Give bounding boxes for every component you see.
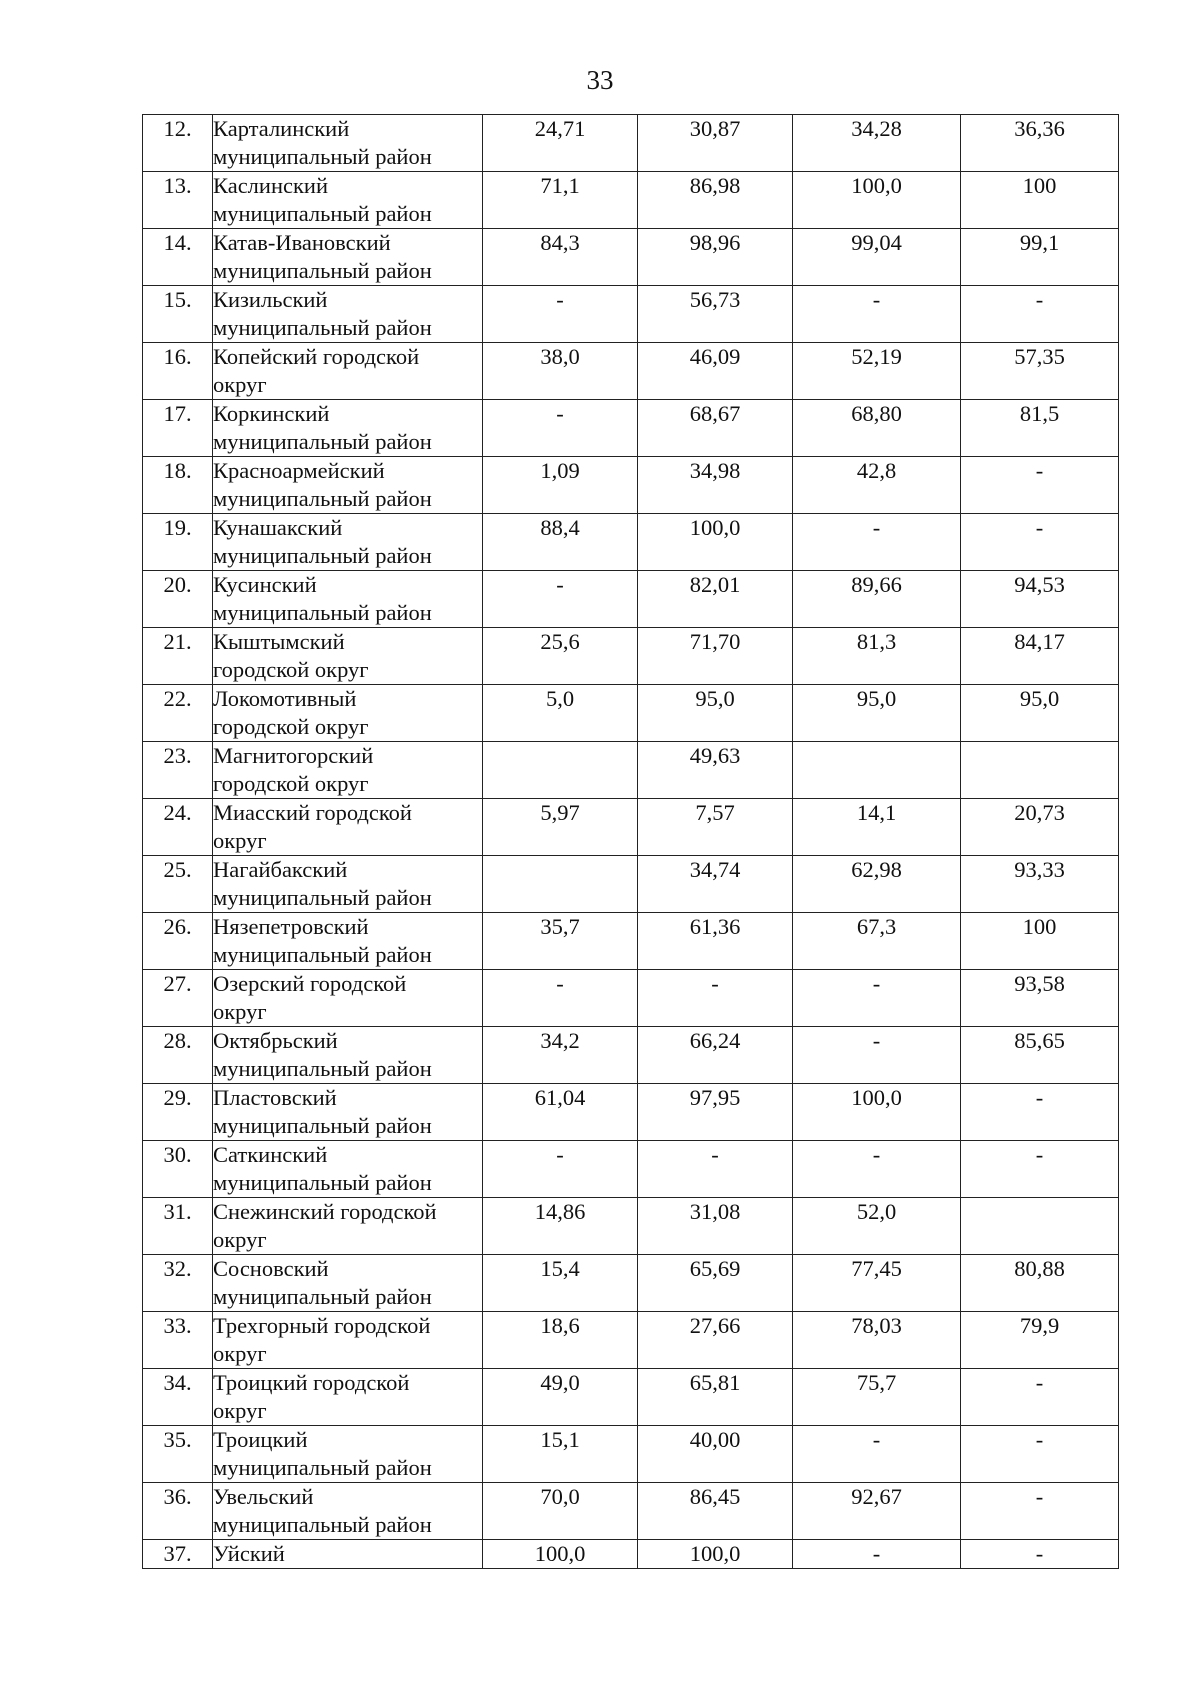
value-cell-col1: 18,6 <box>483 1312 638 1369</box>
table-row <box>143 1312 1119 1369</box>
municipality-name-cell <box>213 1084 483 1141</box>
table-row <box>143 1084 1119 1141</box>
value-cell-col1: 5,0 <box>483 685 638 742</box>
row-number-cell: 26. <box>143 913 213 970</box>
value-cell-col1: - <box>483 571 638 628</box>
municipality-name-line: муниципальный район <box>213 1170 432 1195</box>
value-cell-col4: - <box>961 1369 1119 1426</box>
value-cell-col3: - <box>793 514 961 571</box>
value-cell-col3: 14,1 <box>793 799 961 856</box>
value-cell-col4: 85,65 <box>961 1027 1119 1084</box>
table-row <box>143 799 1119 856</box>
value-cell-col3: 68,80 <box>793 400 961 457</box>
municipality-name-line: Копейский городской <box>213 344 420 369</box>
row-number-cell: 37. <box>143 1540 213 1569</box>
municipality-name-line: муниципальный район <box>213 942 432 967</box>
value-cell-col4: 99,1 <box>961 229 1119 286</box>
value-cell-col2: 86,98 <box>638 172 793 229</box>
table-row <box>143 1141 1119 1198</box>
value-cell-col1: - <box>483 286 638 343</box>
value-cell-col1: - <box>483 1141 638 1198</box>
row-number-cell: 15. <box>143 286 213 343</box>
value-cell-col3: 52,19 <box>793 343 961 400</box>
value-cell-col2: 68,67 <box>638 400 793 457</box>
municipality-name-line: Кусинский <box>213 572 317 597</box>
municipality-name-line: Кыштымский <box>213 629 345 654</box>
data-table <box>142 114 1119 1569</box>
row-number-cell: 30. <box>143 1141 213 1198</box>
value-cell-col2: 98,96 <box>638 229 793 286</box>
value-cell-col1: - <box>483 400 638 457</box>
value-cell-col2: 30,87 <box>638 115 793 172</box>
value-cell-col3: - <box>793 1540 961 1569</box>
value-cell-col4: 57,35 <box>961 343 1119 400</box>
value-cell-col3: 42,8 <box>793 457 961 514</box>
municipality-name-line: Миасский городской <box>213 800 412 825</box>
municipality-name-line: муниципальный район <box>213 1113 432 1138</box>
table-row <box>143 685 1119 742</box>
table-row <box>143 1027 1119 1084</box>
value-cell-col1: 24,71 <box>483 115 638 172</box>
value-cell-col2: 49,63 <box>638 742 793 799</box>
municipality-name-cell <box>213 685 483 742</box>
value-cell-col1: 15,4 <box>483 1255 638 1312</box>
value-cell-col1: 35,7 <box>483 913 638 970</box>
municipality-name-line: Каслинский <box>213 173 328 198</box>
municipality-name-cell <box>213 1483 483 1540</box>
value-cell-col2: 97,95 <box>638 1084 793 1141</box>
value-cell-col1: 71,1 <box>483 172 638 229</box>
municipality-name-line: Саткинский <box>213 1142 328 1167</box>
municipality-name-cell <box>213 913 483 970</box>
row-number-cell: 16. <box>143 343 213 400</box>
value-cell-col2: 40,00 <box>638 1426 793 1483</box>
value-cell-col1: 25,6 <box>483 628 638 685</box>
row-number-cell: 14. <box>143 229 213 286</box>
value-cell-col1: 100,0 <box>483 1540 638 1569</box>
municipality-name-cell <box>213 1255 483 1312</box>
municipality-name-cell <box>213 343 483 400</box>
value-cell-col3: 95,0 <box>793 685 961 742</box>
table-row <box>143 571 1119 628</box>
value-cell-col3: - <box>793 1027 961 1084</box>
value-cell-col3: 100,0 <box>793 1084 961 1141</box>
municipality-name-line: муниципальный район <box>213 315 432 340</box>
municipality-name-line: муниципальный район <box>213 258 432 283</box>
municipality-name-cell <box>213 172 483 229</box>
table-row <box>143 115 1119 172</box>
row-number-cell: 13. <box>143 172 213 229</box>
value-cell-col4: 93,58 <box>961 970 1119 1027</box>
municipality-name-line: муниципальный район <box>213 600 432 625</box>
value-cell-col2: 71,70 <box>638 628 793 685</box>
municipality-name-cell <box>213 970 483 1027</box>
value-cell-col4: - <box>961 286 1119 343</box>
municipality-name-line: Коркинский <box>213 401 330 426</box>
municipality-name-cell <box>213 400 483 457</box>
value-cell-col3: 75,7 <box>793 1369 961 1426</box>
value-cell-col2: 56,73 <box>638 286 793 343</box>
value-cell-col3: 67,3 <box>793 913 961 970</box>
municipality-name-line: Локомотивный <box>213 686 357 711</box>
value-cell-col4: 79,9 <box>961 1312 1119 1369</box>
page-number: 33 <box>586 65 614 95</box>
municipality-name-line: муниципальный район <box>213 144 432 169</box>
value-cell-col1: 34,2 <box>483 1027 638 1084</box>
row-number-cell: 12. <box>143 115 213 172</box>
value-cell-col2: 7,57 <box>638 799 793 856</box>
municipality-name-cell <box>213 229 483 286</box>
municipality-name-cell <box>213 1426 483 1483</box>
value-cell-col1: 61,04 <box>483 1084 638 1141</box>
table-row <box>143 970 1119 1027</box>
municipality-name-line: Пластовский <box>213 1085 337 1110</box>
value-cell-col2: - <box>638 1141 793 1198</box>
municipality-name-line: Кунашакский <box>213 515 343 540</box>
value-cell-col4: 100 <box>961 913 1119 970</box>
value-cell-col2: 86,45 <box>638 1483 793 1540</box>
value-cell-col4: - <box>961 1426 1119 1483</box>
value-cell-col2: 100,0 <box>638 514 793 571</box>
value-cell-col3: 34,28 <box>793 115 961 172</box>
value-cell-col4: - <box>961 514 1119 571</box>
value-cell-col3: - <box>793 1141 961 1198</box>
municipality-name-line: Трехгорный городской <box>213 1313 431 1338</box>
municipality-name-line: городской округ <box>213 714 369 739</box>
value-cell-col3: 52,0 <box>793 1198 961 1255</box>
row-number-cell: 25. <box>143 856 213 913</box>
value-cell-col2: 66,24 <box>638 1027 793 1084</box>
municipality-name-line: округ <box>213 1341 267 1366</box>
value-cell-col3: 99,04 <box>793 229 961 286</box>
value-cell-col2: 65,81 <box>638 1369 793 1426</box>
table-row <box>143 1369 1119 1426</box>
table-row <box>143 1198 1119 1255</box>
table-row <box>143 1426 1119 1483</box>
municipality-name-line: городской округ <box>213 771 369 796</box>
value-cell-col1: - <box>483 970 638 1027</box>
value-cell-col1: 14,86 <box>483 1198 638 1255</box>
municipality-name-line: Катав-Ивановский <box>213 230 391 255</box>
table-row <box>143 1483 1119 1540</box>
value-cell-col4: 100 <box>961 172 1119 229</box>
table-row <box>143 172 1119 229</box>
municipality-name-cell <box>213 628 483 685</box>
municipality-name-cell <box>213 1369 483 1426</box>
value-cell-col2: 34,98 <box>638 457 793 514</box>
value-cell-col4: 36,36 <box>961 115 1119 172</box>
value-cell-col1: 5,97 <box>483 799 638 856</box>
row-number-cell: 21. <box>143 628 213 685</box>
value-cell-col2: 61,36 <box>638 913 793 970</box>
row-number-cell: 20. <box>143 571 213 628</box>
value-cell-col2: 31,08 <box>638 1198 793 1255</box>
municipality-name-line: Карталинский <box>213 116 350 141</box>
value-cell-col1: 1,09 <box>483 457 638 514</box>
table-row <box>143 742 1119 799</box>
municipality-name-cell <box>213 571 483 628</box>
value-cell-col1: 88,4 <box>483 514 638 571</box>
table-row <box>143 286 1119 343</box>
value-cell-col1: 38,0 <box>483 343 638 400</box>
value-cell-col4: 20,73 <box>961 799 1119 856</box>
table-row <box>143 229 1119 286</box>
value-cell-col1: 49,0 <box>483 1369 638 1426</box>
value-cell-col4: - <box>961 1084 1119 1141</box>
value-cell-col4: 84,17 <box>961 628 1119 685</box>
municipality-name-line: округ <box>213 828 267 853</box>
row-number-cell: 22. <box>143 685 213 742</box>
value-cell-col2: 46,09 <box>638 343 793 400</box>
municipality-name-line: Троицкий городской <box>213 1370 410 1395</box>
value-cell-col4: - <box>961 1540 1119 1569</box>
value-cell-col3: - <box>793 286 961 343</box>
municipality-name-cell <box>213 742 483 799</box>
table-row <box>143 400 1119 457</box>
municipality-name-line: округ <box>213 372 267 397</box>
value-cell-col4: 95,0 <box>961 685 1119 742</box>
row-number-cell: 23. <box>143 742 213 799</box>
value-cell-col4: 93,33 <box>961 856 1119 913</box>
row-number-cell: 31. <box>143 1198 213 1255</box>
value-cell-col2: 95,0 <box>638 685 793 742</box>
value-cell-col3: - <box>793 1426 961 1483</box>
value-cell-col4 <box>961 742 1119 799</box>
row-number-cell: 17. <box>143 400 213 457</box>
municipality-name-line: Троицкий <box>213 1427 308 1452</box>
value-cell-col2: 100,0 <box>638 1540 793 1569</box>
value-cell-col4 <box>961 1198 1119 1255</box>
row-number-cell: 24. <box>143 799 213 856</box>
table-row <box>143 856 1119 913</box>
value-cell-col1 <box>483 742 638 799</box>
value-cell-col4: - <box>961 1141 1119 1198</box>
municipality-name-line: Кизильский <box>213 287 328 312</box>
municipality-name-line: Озерский городской <box>213 971 407 996</box>
table-row <box>143 628 1119 685</box>
table-row <box>143 343 1119 400</box>
value-cell-col3: 77,45 <box>793 1255 961 1312</box>
table-row <box>143 1540 1119 1569</box>
row-number-cell: 33. <box>143 1312 213 1369</box>
municipality-name-line: муниципальный район <box>213 201 432 226</box>
municipality-name-line: Сосновский <box>213 1256 329 1281</box>
municipality-name-line: муниципальный район <box>213 429 432 454</box>
municipality-name-line: округ <box>213 999 267 1024</box>
municipality-name-line: Уйский <box>213 1541 285 1566</box>
value-cell-col4: - <box>961 457 1119 514</box>
value-cell-col2: 65,69 <box>638 1255 793 1312</box>
municipality-name-cell <box>213 1027 483 1084</box>
value-cell-col2: 34,74 <box>638 856 793 913</box>
value-cell-col2: - <box>638 970 793 1027</box>
municipality-name-cell <box>213 457 483 514</box>
value-cell-col3: 78,03 <box>793 1312 961 1369</box>
table-body <box>143 115 1119 1569</box>
municipality-name-cell <box>213 856 483 913</box>
row-number-cell: 36. <box>143 1483 213 1540</box>
table-row <box>143 514 1119 571</box>
value-cell-col4: 81,5 <box>961 400 1119 457</box>
value-cell-col1: 15,1 <box>483 1426 638 1483</box>
municipality-name-line: муниципальный район <box>213 1056 432 1081</box>
municipality-name-line: муниципальный район <box>213 1455 432 1480</box>
value-cell-col3 <box>793 742 961 799</box>
municipality-name-line: муниципальный район <box>213 486 432 511</box>
table-row <box>143 1255 1119 1312</box>
value-cell-col3: 89,66 <box>793 571 961 628</box>
municipality-name-line: округ <box>213 1227 267 1252</box>
row-number-cell: 29. <box>143 1084 213 1141</box>
value-cell-col3: 92,67 <box>793 1483 961 1540</box>
value-cell-col2: 27,66 <box>638 1312 793 1369</box>
value-cell-col1: 70,0 <box>483 1483 638 1540</box>
municipality-name-cell <box>213 286 483 343</box>
municipality-name-line: Нагайбакский <box>213 857 348 882</box>
row-number-cell: 28. <box>143 1027 213 1084</box>
value-cell-col3: - <box>793 970 961 1027</box>
municipality-name-line: Магнитогорский <box>213 743 374 768</box>
value-cell-col3: 100,0 <box>793 172 961 229</box>
value-cell-col1 <box>483 856 638 913</box>
municipality-name-cell <box>213 1312 483 1369</box>
table-row <box>143 913 1119 970</box>
row-number-cell: 19. <box>143 514 213 571</box>
value-cell-col4: - <box>961 1483 1119 1540</box>
municipality-name-line: муниципальный район <box>213 1512 432 1537</box>
municipality-name-cell <box>213 514 483 571</box>
municipality-name-line: Красноармейский <box>213 458 385 483</box>
value-cell-col3: 62,98 <box>793 856 961 913</box>
municipality-name-line: муниципальный район <box>213 543 432 568</box>
municipality-name-line: муниципальный район <box>213 885 432 910</box>
municipality-name-line: Октябрьский <box>213 1028 338 1053</box>
value-cell-col4: 80,88 <box>961 1255 1119 1312</box>
municipality-name-line: округ <box>213 1398 267 1423</box>
municipality-name-cell <box>213 1198 483 1255</box>
municipality-name-line: городской округ <box>213 657 369 682</box>
row-number-cell: 35. <box>143 1426 213 1483</box>
municipality-name-line: Нязепетровский <box>213 914 369 939</box>
value-cell-col4: 94,53 <box>961 571 1119 628</box>
row-number-cell: 32. <box>143 1255 213 1312</box>
row-number-cell: 27. <box>143 970 213 1027</box>
municipality-name-cell <box>213 1141 483 1198</box>
municipality-name-line: муниципальный район <box>213 1284 432 1309</box>
value-cell-col3: 81,3 <box>793 628 961 685</box>
row-number-cell: 18. <box>143 457 213 514</box>
municipality-name-cell <box>213 1540 483 1569</box>
municipality-name-line: Увельский <box>213 1484 314 1509</box>
table-row <box>143 457 1119 514</box>
value-cell-col2: 82,01 <box>638 571 793 628</box>
municipality-name-line: Снежинский городской <box>213 1199 437 1224</box>
row-number-cell: 34. <box>143 1369 213 1426</box>
municipality-name-cell <box>213 115 483 172</box>
value-cell-col1: 84,3 <box>483 229 638 286</box>
municipality-name-cell <box>213 799 483 856</box>
